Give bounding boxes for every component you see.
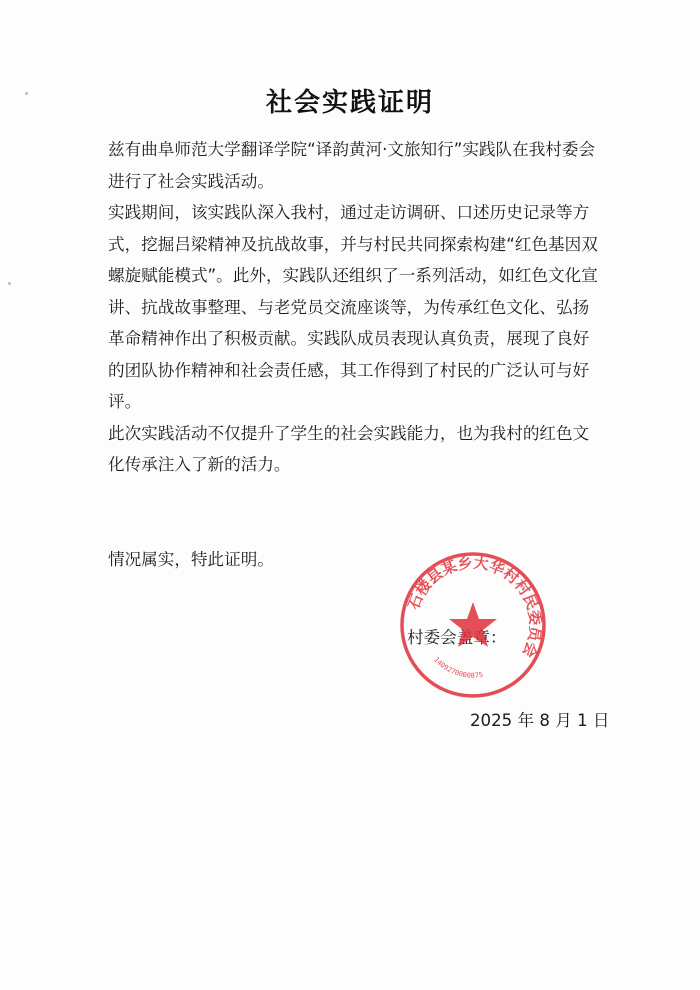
star-icon	[449, 602, 497, 647]
seal-number: 1409270000875	[432, 655, 484, 680]
official-seal	[398, 550, 548, 700]
document-title: 社会实践证明	[265, 88, 434, 118]
paragraph-impact: 此次实践活动不仅提升了学生的社会实践能力，也为我村的红色文化传承注入了新的活力。	[108, 423, 590, 474]
document-date: 2025 年 8 月 1 日	[470, 711, 610, 730]
seal-ring-text: 石楼县某乡大华村村民委员会	[404, 553, 545, 661]
closing-statement: 情况属实，特此证明。	[108, 550, 274, 569]
seal-label: 村委会盖章：	[407, 628, 507, 647]
paragraph-activities: 实践期间，该实践队深入我村，通过走访调研、口述历史记录等方式，挖掘吕梁精神及抗战故事，并与村民共同探索构建“红色基因双螺旋赋能模式”。此外，实践队还组织了一系列活动，如红色文化宣讲、抗战故事整理、与老党员交流座谈等，为传承红色文化、弘扬革命精神作出了积极贡献。实践队成员表现认真负责，展现了良好的团队协作精神和社会责任感，其工作得到了村民的广泛认可与好评。	[108, 203, 598, 411]
document-body	[108, 134, 603, 481]
paragraph-intro: 兹有曲阜师范大学翻译学院“译韵黄河·文旅知行”实践队在我村委会进行了社会实践活动。	[108, 140, 596, 191]
scan-speck	[8, 282, 11, 285]
